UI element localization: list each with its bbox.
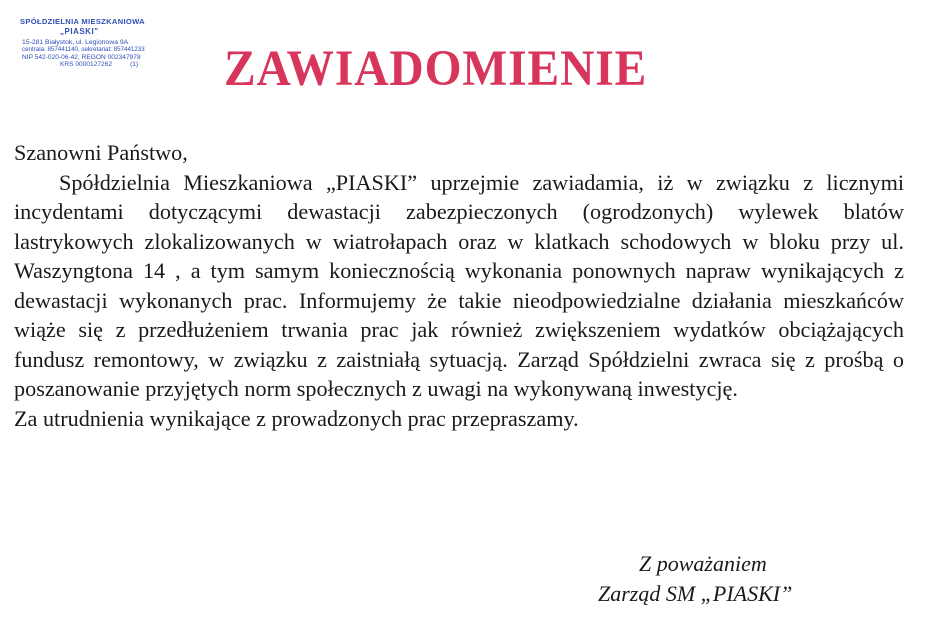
main-paragraph: Spółdzielnia Mieszkaniowa „PIASKI” uprzejmie zawiadamia, iż w związku z licznymi incydentami dotyczącymi dewastacji zabezpieczonych (ogrodzonych) wylewek blatów lastrykowych zlokalizowanych w wiatrołapach oraz w klatkach schodowych w bloku przy ul. Waszyngtona 14 , a tym samym koniecznością wykonania ponownych napraw wynikających z dewastacji wykonanych prac. Informujemy że takie nieodpowiedzialne działania mieszkańców wiąże się z przedłużeniem trwania prac jak również zwiększeniem wydatków obciążających fundusz remontowy, w związku z zaistniałą sytuacją. Zarząd Spółdzielni zwraca się z prośbą o poszanowanie przyjętych norm społecznych z uwagi na wykonywaną inwestycję. — [14, 169, 904, 401]
stamp-name-line2: „PIASKI” — [60, 26, 99, 36]
stamp-krs: KRS 0000127262 — [60, 61, 113, 69]
document-body — [14, 138, 904, 433]
stamp-nip-regon: NIP 542-020-06-42, REGON 002347978 — [22, 53, 141, 61]
stamp-name-line1: SPÓŁDZIELNIA MIESZKANIOWA — [20, 17, 145, 26]
document-title: ZAWIADOMIENIE — [224, 41, 648, 97]
stamp-address: 15-281 Białystok, ul. Legionowa 9A — [22, 38, 129, 46]
stamp-krs-row — [20, 62, 178, 69]
signature-closing: Z poważaniem — [639, 551, 767, 576]
signature-signatory: Zarząd SM „PIASKI” — [598, 581, 793, 606]
stamp-phones: centrala: 857441140, sekretariat: 857441233 — [22, 46, 145, 54]
signature-block — [598, 549, 848, 609]
greeting: Szanowni Państwo, — [14, 140, 188, 165]
company-stamp — [20, 18, 178, 69]
apology-line: Za utrudnienia wynikające z prowadzonych prac przepraszamy. — [14, 405, 579, 431]
stamp-ref: (1) — [130, 61, 139, 69]
